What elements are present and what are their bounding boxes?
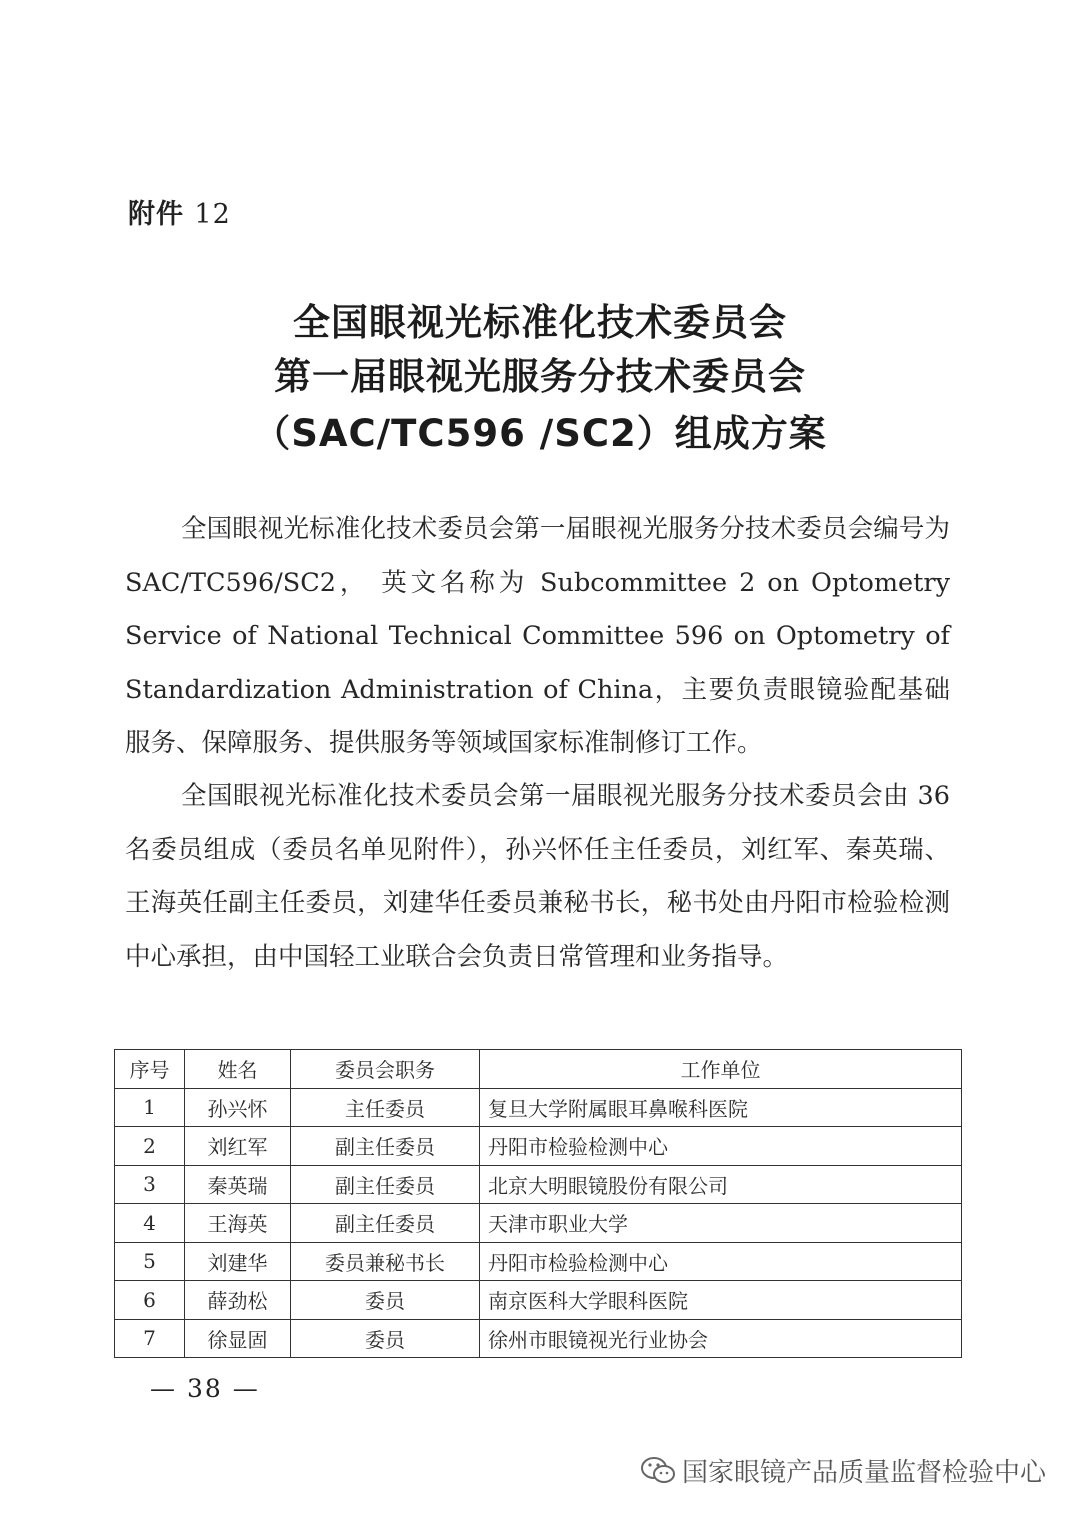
title-line-2: 第一届眼视光服务分技术委员会 (274, 355, 806, 398)
table-row (115, 1127, 962, 1166)
cell-organization: 北京大明眼镜股份有限公司 (480, 1165, 962, 1204)
cell-organization: 天津市职业大学 (480, 1204, 962, 1243)
cell-role: 委员 (291, 1281, 480, 1320)
cell-organization: 南京医科大学眼科医院 (480, 1281, 962, 1320)
cell-organization: 徐州市眼镜视光行业协会 (480, 1319, 962, 1358)
header-role: 委员会职务 (291, 1050, 480, 1089)
cell-role: 委员 (291, 1319, 480, 1358)
cell-role: 委员兼秘书长 (291, 1242, 480, 1281)
header-number: 序号 (115, 1050, 185, 1089)
title-line-1: 全国眼视光标准化技术委员会 (293, 301, 787, 344)
cell-role: 副主任委员 (291, 1204, 480, 1243)
paragraph-intro: 全国眼视光标准化技术委员会第一届眼视光服务分技术委员会编号为 SAC/TC596/SC2， 英文名称为 Subcommittee 2 on Optometry Service of National Technical Committee 596 on Optometry of Standardization Administration of China，主要负责眼镜验配基础服务、保障服务、提供服务等领域国家标准制修订工作。 (125, 514, 950, 758)
cell-number: 6 (115, 1281, 185, 1320)
cell-role: 副主任委员 (291, 1127, 480, 1166)
cell-name: 王海英 (185, 1204, 291, 1243)
header-organization: 工作单位 (480, 1050, 962, 1089)
attachment-label (128, 192, 231, 231)
cell-name: 徐显固 (185, 1319, 291, 1358)
table-row (115, 1088, 962, 1127)
table-row (115, 1242, 962, 1281)
cell-number: 4 (115, 1204, 185, 1243)
cell-number: 5 (115, 1242, 185, 1281)
cell-number: 3 (115, 1165, 185, 1204)
cell-name: 孙兴怀 (185, 1088, 291, 1127)
cell-role: 主任委员 (291, 1088, 480, 1127)
table-row (115, 1204, 962, 1243)
attachment-number: 12 (194, 199, 231, 230)
table-header-row (115, 1050, 962, 1089)
wechat-icon (640, 1456, 676, 1486)
table-row (115, 1165, 962, 1204)
member-table (114, 1049, 962, 1358)
paragraph-composition: 全国眼视光标准化技术委员会第一届眼视光服务分技术委员会由 36 名委员组成（委员名单见附件），孙兴怀任主任委员，刘红军、秦英瑞、王海英任副主任委员，刘建华任委员兼秘书长，秘书处由丹阳市检验检测中心承担，由中国轻工业联合会负责日常管理和业务指导。 (125, 781, 950, 972)
cell-name: 秦英瑞 (185, 1165, 291, 1204)
attachment-prefix: 附件 (128, 199, 184, 230)
cell-number: 2 (115, 1127, 185, 1166)
cell-organization: 丹阳市检验检测中心 (480, 1242, 962, 1281)
watermark-text: 国家眼镜产品质量监督检验中心 (682, 1458, 1047, 1488)
cell-role: 副主任委员 (291, 1165, 480, 1204)
page-number: — 38 — (150, 1374, 260, 1403)
cell-name: 刘红军 (185, 1127, 291, 1166)
watermark (640, 1452, 1046, 1489)
cell-number: 7 (115, 1319, 185, 1358)
header-name: 姓名 (185, 1050, 291, 1089)
table-row (115, 1319, 962, 1358)
cell-number: 1 (115, 1088, 185, 1127)
cell-organization: 复旦大学附属眼耳鼻喉科医院 (480, 1088, 962, 1127)
cell-name: 刘建华 (185, 1242, 291, 1281)
table-row (115, 1281, 962, 1320)
cell-name: 薛劲松 (185, 1281, 291, 1320)
title-line-3: （SAC/TC596 /SC2）组成方案 (253, 412, 827, 455)
cell-organization: 丹阳市检验检测中心 (480, 1127, 962, 1166)
